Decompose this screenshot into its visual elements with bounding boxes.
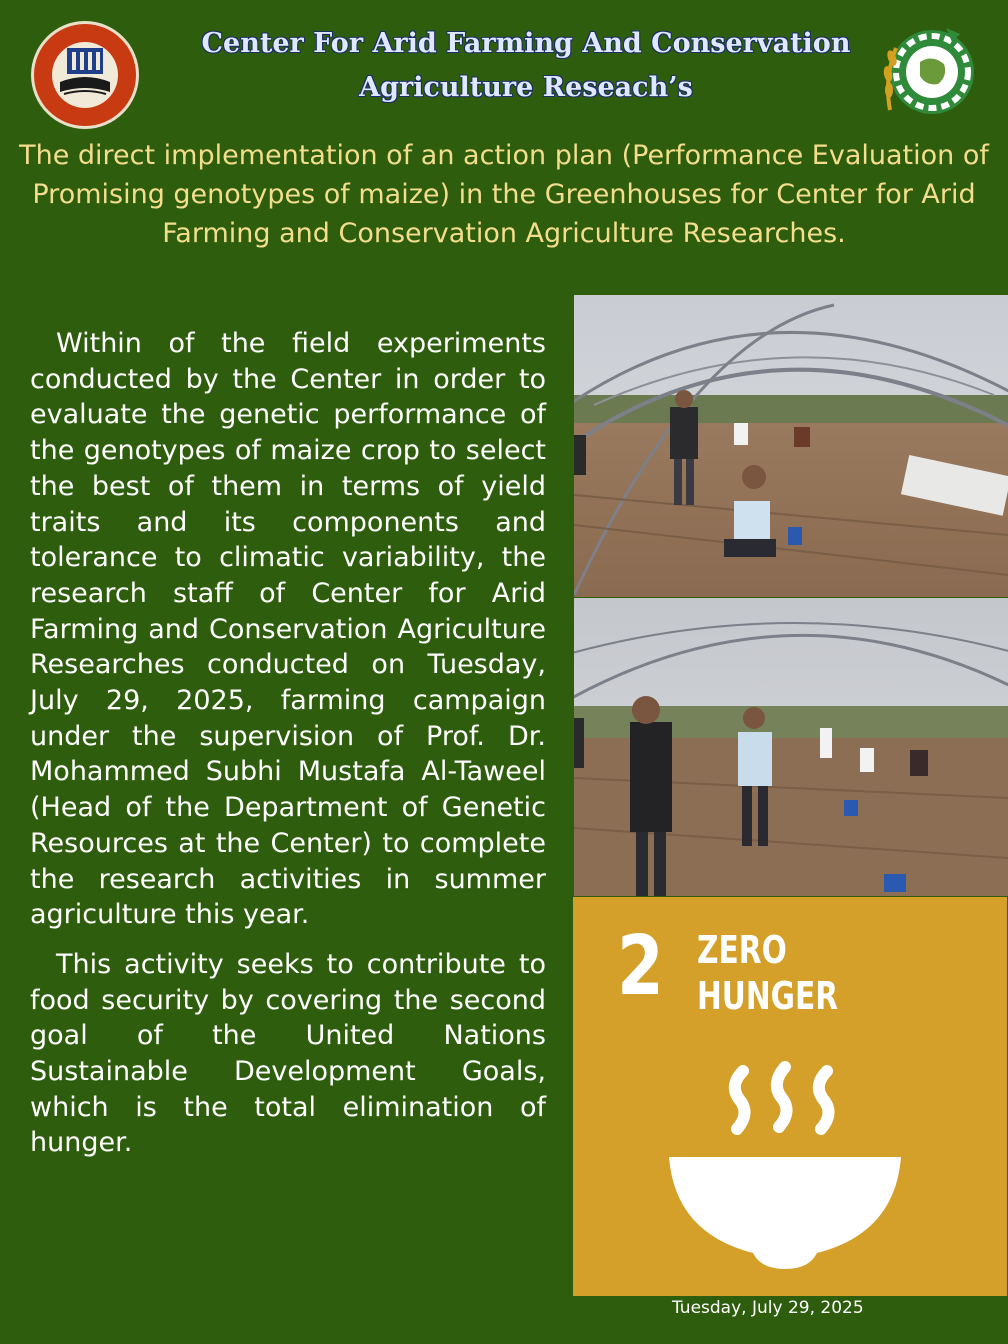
header-title <box>150 22 902 110</box>
body-text <box>30 326 546 1161</box>
body-paragraph-1: Within of the field experiments conducted by the Center in order to evaluate the genetic performance of the genotypes of maize crop to select the best of them in terms of yield traits and its components and tolerance to climatic variability, the research staff of Center for Arid Farming and Conservation Agriculture Researches conducted on Tuesday, July 29, 2025, farming campaign under the supervision of Prof. Dr. Mohammed Subhi Mustafa Al-Taweel (Head of the Department of Genetic Resources at the Center) to complete the research activities in summer agriculture this year. <box>30 328 546 931</box>
sdg-zero-hunger-tile <box>573 897 1007 1296</box>
university-logo <box>30 20 140 130</box>
header-title-line-1: Center For Arid Farming And Conservation <box>201 28 851 59</box>
subtitle: The direct implementation of an action plan (Performance Evaluation of Promising genotypes of maize) in the Greenhouses for Center for Arid Farming and Conservation Agriculture Researches. <box>19 140 989 249</box>
sdg-label: ZERO HUNGER <box>697 928 839 1018</box>
body-paragraph-2: This activity seeks to contribute to food security by covering the second goal of the United Nations Sustainable Development Goals, which is the total elimination of hunger. <box>30 948 546 1159</box>
center-logo <box>876 18 984 126</box>
sdg-number: 2 <box>617 919 664 1014</box>
field-photo-1 <box>574 295 1008 597</box>
bowl-icon <box>665 1057 905 1277</box>
footer-date: Tuesday, July 29, 2025 <box>672 1298 864 1318</box>
field-photo-2 <box>574 598 1008 896</box>
header-title-line-2: Agriculture Reseach’s <box>359 72 693 103</box>
